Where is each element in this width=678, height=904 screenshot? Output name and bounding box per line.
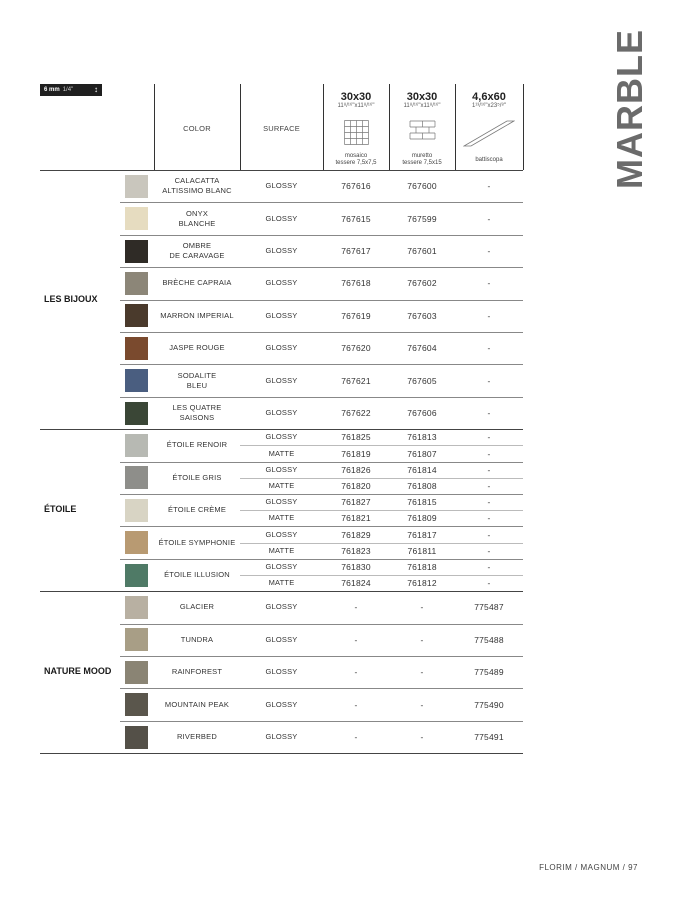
muretto-code: 761811 bbox=[407, 545, 437, 556]
color-name-line: DE CARAVAGE bbox=[169, 251, 225, 260]
format-size-label: 30x30 bbox=[340, 91, 372, 103]
surface-value: GLOSSY bbox=[265, 213, 298, 223]
battiscopa-code: 775488 bbox=[474, 634, 504, 645]
section-title: MARBLE bbox=[609, 28, 650, 189]
mosaic-code: 761821 bbox=[341, 513, 371, 524]
mosaic-code: 767620 bbox=[341, 343, 371, 354]
surface-value: MATTE bbox=[268, 545, 295, 555]
color-name-line: ÉTOILE ILLUSION bbox=[164, 570, 230, 579]
surface-value: GLOSSY bbox=[265, 602, 298, 612]
color-name bbox=[154, 371, 240, 391]
thickness-inch: 1/4" bbox=[62, 87, 74, 93]
battiscopa-code: - bbox=[487, 181, 491, 192]
color-name-line: ÉTOILE CRÈME bbox=[167, 505, 227, 515]
sub-row-divider bbox=[240, 543, 523, 544]
battiscopa-code: - bbox=[487, 513, 491, 524]
format-size-label: 30x30 bbox=[406, 91, 438, 103]
group-name: LES BIJOUX bbox=[44, 293, 98, 304]
surface-value: MATTE bbox=[268, 513, 295, 523]
color-swatch bbox=[125, 693, 148, 716]
mosaic-code: 761830 bbox=[341, 561, 371, 572]
surface-value: GLOSSY bbox=[265, 432, 298, 442]
row-divider bbox=[120, 688, 523, 689]
color-name-line: MOUNTAIN PEAK bbox=[164, 699, 230, 709]
format-note-line: battiscopa bbox=[475, 157, 503, 163]
color-name-line: MARRON IMPERIAL bbox=[160, 310, 234, 320]
muretto-code: 767599 bbox=[407, 213, 437, 224]
color-name bbox=[154, 505, 240, 515]
color-swatch bbox=[125, 466, 148, 489]
row-divider bbox=[120, 202, 523, 203]
muretto-code: - bbox=[420, 732, 424, 742]
surface-value: GLOSSY bbox=[265, 529, 298, 539]
mosaic-code: 767619 bbox=[341, 310, 371, 321]
surface-value: GLOSSY bbox=[265, 181, 298, 191]
sub-row-divider bbox=[240, 575, 523, 576]
mosaic-code: - bbox=[354, 602, 358, 613]
color-name bbox=[154, 403, 240, 423]
surface-value: MATTE bbox=[268, 480, 295, 490]
color-name bbox=[154, 311, 240, 321]
mosaic-code: 761826 bbox=[341, 464, 371, 475]
color-name bbox=[154, 538, 240, 548]
mosaic-code: 761823 bbox=[341, 545, 371, 556]
mosaic-code: 761819 bbox=[341, 448, 371, 459]
color-name bbox=[154, 278, 240, 288]
row-divider bbox=[120, 721, 523, 722]
color-name-line: GLACIER bbox=[179, 602, 215, 612]
color-name-line: JASPE ROUGE bbox=[169, 343, 225, 353]
surface-value: GLOSSY bbox=[265, 375, 298, 385]
row-divider bbox=[120, 300, 523, 301]
color-name-line: RIVERBED bbox=[177, 732, 217, 741]
muretto-code: - bbox=[420, 634, 424, 645]
mosaic-code: 767616 bbox=[341, 181, 371, 192]
battiscopa-code: - bbox=[487, 464, 491, 475]
format-note-line: muretto bbox=[411, 153, 433, 159]
surface-value: GLOSSY bbox=[265, 634, 298, 644]
mosaic-code: - bbox=[354, 634, 358, 645]
muretto-code: 761813 bbox=[407, 432, 437, 443]
surface-value: GLOSSY bbox=[265, 343, 298, 353]
surface-value: GLOSSY bbox=[265, 246, 298, 255]
mosaic-code: - bbox=[354, 699, 358, 710]
color-name-line: SODALITE bbox=[177, 370, 217, 380]
surface-value: GLOSSY bbox=[265, 310, 298, 320]
sub-row-divider bbox=[240, 510, 523, 511]
color-name-line: ÉTOILE GRIS bbox=[172, 472, 222, 482]
muretto-code: 761817 bbox=[407, 529, 437, 540]
mosaic-code: 761825 bbox=[341, 432, 371, 443]
color-name-line: ÉTOILE SYMPHONIE bbox=[158, 537, 236, 547]
mosaic-code: 767615 bbox=[341, 213, 371, 224]
color-name bbox=[154, 343, 240, 353]
format-inch-label: 1¹³/¹⁶"x23⁵/⁸" bbox=[471, 103, 507, 109]
group-divider bbox=[40, 429, 523, 430]
color-name bbox=[154, 209, 240, 229]
format-inch-label: 11⁸/¹⁶"x11⁸/¹⁶" bbox=[403, 103, 441, 109]
battiscopa-code: - bbox=[487, 310, 491, 321]
surface-value: GLOSSY bbox=[265, 732, 298, 741]
group-divider bbox=[40, 753, 523, 754]
color-swatch bbox=[125, 726, 148, 749]
row-divider bbox=[120, 526, 523, 527]
color-swatch bbox=[125, 240, 148, 263]
mosaic-code: 767621 bbox=[341, 375, 371, 386]
battiscopa-code: - bbox=[487, 545, 491, 556]
vertical-arrows-icon: ↕ bbox=[94, 85, 98, 94]
color-name-line: SAISONS bbox=[179, 413, 215, 422]
battiscopa-code: - bbox=[487, 375, 491, 386]
muretto-code: - bbox=[420, 602, 424, 613]
mosaic-code: 767617 bbox=[341, 246, 371, 256]
color-name-line: TUNDRA bbox=[180, 634, 214, 644]
mosaic-code: 761820 bbox=[341, 480, 371, 491]
muretto-code: 761807 bbox=[407, 448, 437, 459]
color-name bbox=[154, 241, 240, 261]
format-inch-label: 11⁸/¹⁶"x11⁸/¹⁶" bbox=[337, 103, 375, 109]
muretto-code: 767603 bbox=[407, 310, 437, 321]
surface-value: GLOSSY bbox=[265, 408, 298, 417]
color-swatch bbox=[125, 628, 148, 651]
page-footer: FLORIM / MAGNUM / 97 bbox=[539, 863, 638, 872]
color-name bbox=[154, 570, 240, 580]
surface-value: MATTE bbox=[268, 578, 295, 588]
row-divider bbox=[120, 624, 523, 625]
thickness-mm: 6 mm bbox=[44, 87, 60, 93]
color-name bbox=[154, 440, 240, 450]
surface-value: MATTE bbox=[268, 448, 295, 458]
color-swatch bbox=[125, 304, 148, 327]
muretto-code: 761809 bbox=[407, 513, 437, 524]
surface-value: GLOSSY bbox=[265, 278, 298, 288]
battiscopa-code: - bbox=[487, 561, 491, 572]
row-divider bbox=[120, 332, 523, 333]
mosaic-code: - bbox=[354, 732, 358, 742]
muretto-code: 761808 bbox=[407, 480, 437, 491]
group-name: NATURE MOOD bbox=[44, 666, 112, 677]
color-name bbox=[154, 635, 240, 645]
muretto-code: - bbox=[420, 699, 424, 710]
format-note-line: tessere 7,5x7,5 bbox=[335, 160, 377, 166]
color-swatch bbox=[125, 596, 148, 619]
color-swatch bbox=[125, 434, 148, 457]
battiscopa-code: - bbox=[487, 578, 491, 589]
color-swatch bbox=[125, 531, 148, 554]
color-name-line: BLANCHE bbox=[178, 218, 216, 228]
color-swatch bbox=[125, 207, 148, 230]
color-swatch bbox=[125, 564, 148, 587]
brick-wall-icon bbox=[409, 120, 436, 145]
muretto-code: 767604 bbox=[407, 343, 437, 354]
battiscopa-code: - bbox=[487, 343, 491, 354]
color-name-line: LES QUATRE bbox=[172, 403, 222, 412]
battiscopa-code: - bbox=[487, 408, 491, 418]
battiscopa-code: - bbox=[487, 278, 491, 289]
thickness-badge bbox=[40, 84, 102, 96]
battiscopa-code: - bbox=[487, 529, 491, 540]
format-size-label: 4,6x60 bbox=[472, 91, 506, 103]
color-swatch bbox=[125, 337, 148, 360]
color-name-line: BRÈCHE CAPRAIA bbox=[162, 278, 232, 288]
color-name-line: ALTISSIMO BLANC bbox=[162, 186, 232, 196]
color-name bbox=[154, 700, 240, 710]
row-divider bbox=[120, 462, 523, 463]
format-note-line: mosaico bbox=[344, 153, 368, 159]
row-divider bbox=[120, 656, 523, 657]
color-name-line: RAINFOREST bbox=[171, 667, 223, 677]
color-swatch bbox=[125, 369, 148, 392]
muretto-code: 767601 bbox=[407, 246, 437, 256]
color-swatch bbox=[125, 175, 148, 198]
surface-value: GLOSSY bbox=[265, 464, 298, 474]
color-name bbox=[154, 473, 240, 483]
mosaic-code: - bbox=[354, 667, 358, 678]
skirting-board-icon bbox=[463, 118, 515, 148]
mosaic-code: 767622 bbox=[341, 408, 371, 418]
surface-value: GLOSSY bbox=[265, 497, 298, 507]
surface-value: GLOSSY bbox=[265, 667, 298, 677]
color-name-line: OMBRE bbox=[182, 241, 212, 250]
muretto-code: - bbox=[420, 667, 424, 678]
sub-row-divider bbox=[240, 445, 523, 446]
header-surface-label: SURFACE bbox=[263, 124, 300, 133]
sub-row-divider bbox=[240, 478, 523, 479]
group-name: ÉTOILE bbox=[44, 504, 77, 515]
row-divider bbox=[120, 559, 523, 560]
battiscopa-code: 775490 bbox=[474, 699, 504, 710]
mosaic-code: 767618 bbox=[341, 278, 371, 289]
mosaic-code: 761829 bbox=[341, 529, 371, 540]
color-swatch bbox=[125, 661, 148, 684]
muretto-code: 761818 bbox=[407, 561, 437, 572]
group-divider bbox=[40, 591, 523, 592]
row-divider bbox=[120, 235, 523, 236]
color-swatch bbox=[125, 499, 148, 522]
color-name-line: ÉTOILE RENOIR bbox=[166, 440, 228, 450]
muretto-code: 767600 bbox=[407, 181, 437, 192]
color-name bbox=[154, 732, 240, 742]
battiscopa-code: - bbox=[487, 448, 491, 459]
battiscopa-code: - bbox=[487, 246, 491, 256]
battiscopa-code: 775489 bbox=[474, 667, 504, 678]
battiscopa-code: - bbox=[487, 497, 491, 508]
color-name-line: CALACATTA bbox=[174, 176, 220, 186]
battiscopa-code: 775491 bbox=[474, 732, 504, 742]
row-divider bbox=[120, 397, 523, 398]
color-name-line: ONYX bbox=[185, 208, 209, 218]
surface-value: GLOSSY bbox=[265, 699, 298, 709]
row-divider bbox=[120, 494, 523, 495]
battiscopa-code: 775487 bbox=[474, 602, 504, 613]
battiscopa-code: - bbox=[487, 213, 491, 224]
mosaic-code: 761827 bbox=[341, 497, 371, 508]
surface-value: GLOSSY bbox=[265, 561, 298, 571]
battiscopa-code: - bbox=[487, 432, 491, 443]
color-name bbox=[154, 176, 240, 196]
mosaic-code: 761824 bbox=[341, 578, 371, 589]
section-title-vertical bbox=[609, 28, 650, 189]
muretto-code: 761815 bbox=[407, 497, 437, 508]
color-name bbox=[154, 667, 240, 677]
muretto-code: 761812 bbox=[407, 578, 437, 589]
color-name bbox=[154, 602, 240, 612]
table-top-rule bbox=[40, 170, 523, 171]
header-column-divider bbox=[523, 84, 524, 170]
mosaic-grid-icon bbox=[344, 120, 369, 145]
battiscopa-code: - bbox=[487, 480, 491, 491]
color-swatch bbox=[125, 272, 148, 295]
row-divider bbox=[120, 267, 523, 268]
header-color-label: COLOR bbox=[183, 124, 211, 133]
color-swatch bbox=[125, 402, 148, 425]
muretto-code: 767606 bbox=[407, 408, 437, 418]
muretto-code: 767602 bbox=[407, 278, 437, 289]
row-divider bbox=[120, 364, 523, 365]
format-note-line: tessere 7,5x15 bbox=[402, 160, 442, 166]
color-name-line: BLEU bbox=[186, 380, 208, 390]
muretto-code: 761814 bbox=[407, 464, 437, 475]
muretto-code: 767605 bbox=[407, 375, 437, 386]
